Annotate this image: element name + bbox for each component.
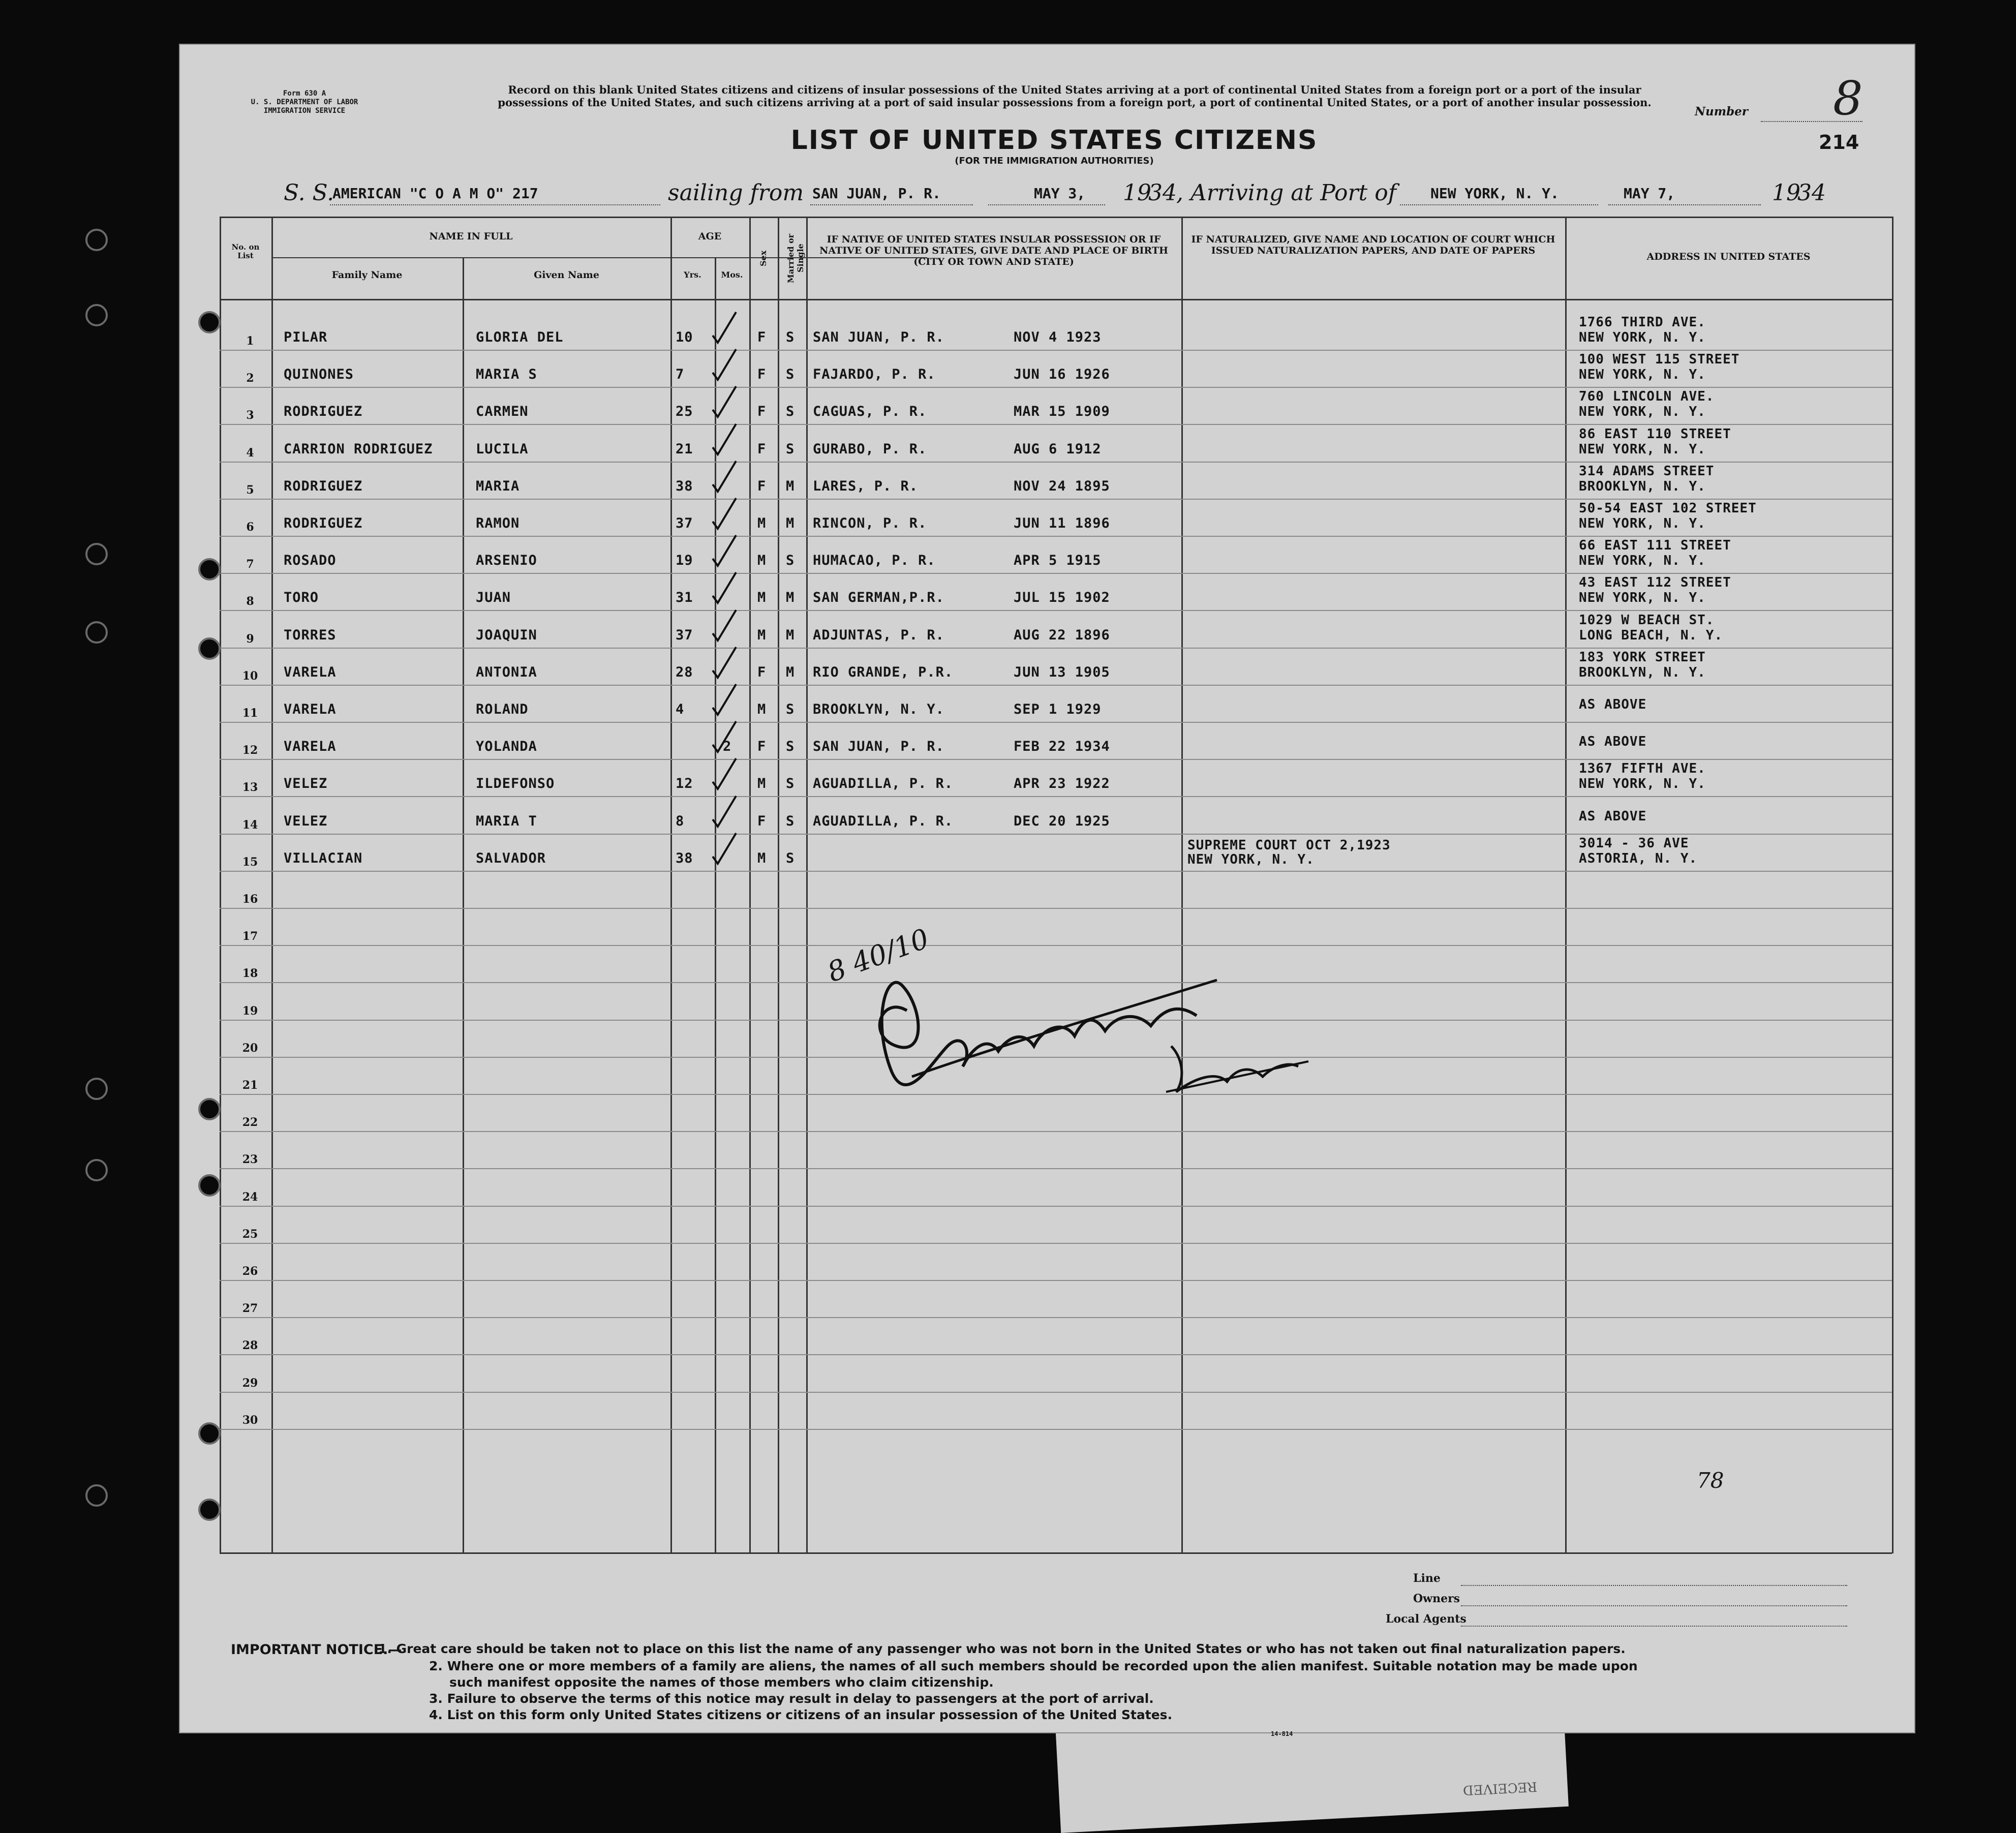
line-label: Line — [1413, 1572, 1441, 1585]
corner-number: 78 — [1697, 1468, 1724, 1493]
address-line-1: AS ABOVE — [1579, 734, 1647, 750]
sex: F — [757, 441, 767, 457]
given-name: ROLAND — [476, 701, 529, 717]
form-id-line: IMMIGRATION SERVICE — [263, 107, 346, 115]
row-number: 5 — [246, 483, 254, 497]
birth-place: FAJARDO, P. R. — [813, 366, 936, 383]
row-rule — [220, 1168, 1892, 1169]
marital-status: S — [786, 553, 795, 569]
signature-title — [1176, 1011, 1179, 1012]
sex: M — [757, 776, 767, 792]
binder-hole — [198, 558, 221, 581]
check-mark-icon — [709, 532, 739, 573]
row-number: 13 — [242, 781, 258, 795]
row-rule — [220, 424, 1892, 425]
owners-label: Owners — [1413, 1592, 1460, 1605]
age-years: 37 — [676, 515, 693, 531]
given-name: ANTONIA — [476, 664, 537, 680]
birth-place: RINCON, P. R. — [813, 515, 927, 531]
binder-hole — [198, 311, 221, 333]
address-line-1: 86 EAST 110 STREET — [1579, 426, 1731, 442]
row-number: 28 — [242, 1339, 258, 1353]
given-name: CARMEN — [476, 404, 529, 420]
form-id — [241, 89, 368, 115]
address-line-2: NEW YORK, N. Y. — [1579, 553, 1706, 569]
check-mark-icon — [709, 681, 739, 722]
row-rule — [220, 462, 1892, 463]
binder-hole — [85, 543, 108, 565]
binder-hole — [85, 1159, 108, 1181]
sex: F — [757, 813, 767, 829]
arriving-label: , Arriving at Port of — [1176, 180, 1396, 206]
family-name: VARELA — [284, 664, 337, 680]
row-number: 25 — [242, 1227, 258, 1241]
sex: F — [757, 664, 767, 680]
row-number: 9 — [246, 632, 254, 646]
binder-hole — [85, 229, 108, 251]
row-rule — [220, 834, 1892, 835]
check-mark-icon — [709, 718, 739, 759]
header-address: ADDRESS IN UNITED STATES — [1646, 251, 1811, 262]
row-number: 1 — [246, 334, 254, 348]
ss-label: S. S. — [284, 180, 334, 206]
row-number: 14 — [242, 818, 258, 832]
row-number: 10 — [242, 669, 258, 683]
row-rule — [220, 536, 1892, 537]
birth-date: NOV 4 1923 — [1014, 329, 1102, 345]
signature-name — [942, 1000, 948, 1001]
marital-status: S — [786, 850, 795, 866]
check-mark-icon — [709, 346, 739, 387]
marital-status: M — [786, 478, 795, 494]
row-number: 2 — [246, 372, 254, 385]
sailing-from-label: sailing from — [668, 180, 804, 206]
row-number: 7 — [246, 558, 254, 571]
row-number: 8 — [246, 595, 254, 608]
birth-date: DEC 20 1925 — [1014, 813, 1110, 829]
sex: F — [757, 329, 767, 345]
age-years: 31 — [676, 590, 693, 606]
page-subtitle: (FOR THE IMMIGRATION AUTHORITIES) — [955, 156, 1154, 166]
binder-hole — [198, 1098, 221, 1120]
address-line-1: 3014 - 36 AVE — [1579, 835, 1689, 851]
address-line-1: AS ABOVE — [1579, 808, 1647, 824]
birth-date: APR 5 1915 — [1014, 553, 1102, 569]
row-number: 18 — [242, 967, 258, 981]
signature-handwriting — [780, 853, 1324, 1168]
family-name: RODRIGUEZ — [284, 515, 363, 531]
birth-date: SEP 1 1929 — [1014, 701, 1102, 717]
age-years: 8 — [676, 813, 685, 829]
birth-date: JUN 11 1896 — [1014, 515, 1110, 531]
row-rule — [220, 1243, 1892, 1244]
marital-status: M — [786, 627, 795, 643]
family-name: ROSADO — [284, 553, 337, 569]
row-rule — [220, 796, 1892, 797]
received-stamp: RECEIVED — [1462, 1778, 1538, 1798]
age-years: 4 — [676, 701, 685, 717]
family-name: VARELA — [284, 739, 337, 755]
header-naturalized: IF NATURALIZED, GIVE NAME AND LOCATION OF COURT WHICH ISSUED NATURALIZATION PAPERS, AND DATE OF PAPERS — [1191, 234, 1555, 256]
address-line-2: LONG BEACH, N. Y. — [1579, 627, 1723, 643]
row-rule — [220, 1392, 1892, 1393]
marital-status: S — [786, 404, 795, 420]
page-number: 214 — [1819, 131, 1859, 154]
to-year-prefix: 19 — [1772, 180, 1800, 206]
age-months: 2 — [723, 739, 732, 755]
row-number: 16 — [242, 893, 258, 906]
birth-place: AGUADILLA, P. R. — [813, 813, 954, 829]
row-number: 23 — [242, 1153, 258, 1167]
row-number: 22 — [242, 1116, 258, 1129]
birth-place: SAN JUAN, P. R. — [813, 329, 944, 345]
row-rule — [220, 387, 1892, 388]
family-name: TORO — [284, 590, 319, 606]
family-name: VARELA — [284, 701, 337, 717]
from-year: 34 — [1148, 180, 1177, 206]
family-name: VELEZ — [284, 776, 328, 792]
notice-2-cont: such manifest opposite the names of those members who claim citizenship. — [449, 1675, 994, 1690]
form-id-line: Form 630 A — [283, 89, 326, 98]
family-name: VELEZ — [284, 813, 328, 829]
address-line-1: 760 LINCOLN AVE. — [1579, 389, 1715, 405]
address-line-2: ASTORIA, N. Y. — [1579, 850, 1698, 866]
notice-1: 1. Great care should be taken not to place on this list the name of any passenger who was not born in the United States or who has not taken out final naturalization papers. — [378, 1641, 1626, 1656]
to-date: MAY 7, — [1624, 185, 1675, 202]
form-code: 14-814 — [1271, 1730, 1293, 1737]
birth-place: GURABO, P. R. — [813, 441, 927, 457]
marital-status: S — [786, 776, 795, 792]
age-years: 25 — [676, 404, 693, 420]
row-rule — [220, 1206, 1892, 1207]
address-line-2: BROOKLYN, N. Y. — [1579, 478, 1706, 494]
row-rule — [220, 1280, 1892, 1281]
row-rule — [220, 350, 1892, 351]
row-number: 30 — [242, 1413, 258, 1427]
binder-hole — [198, 1422, 221, 1445]
given-name: YOLANDA — [476, 739, 537, 755]
address-line-1: 43 EAST 112 STREET — [1579, 575, 1731, 591]
header-name-in-full: NAME IN FULL — [429, 231, 513, 242]
ship-name: AMERICAN "C O A M O" 217 — [332, 185, 538, 202]
address-line-1: 1367 FIFTH AVE. — [1579, 761, 1706, 777]
notice-2: 2. Where one or more members of a family are aliens, the names of all such members should be recorded upon the alien manifest. Suitable notation may be made upon — [429, 1659, 1638, 1673]
birth-place: HUMACAO, P. R. — [813, 553, 936, 569]
page-title: LIST OF UNITED STATES CITIZENS — [790, 125, 1318, 156]
birth-place: RIO GRANDE, P.R. — [813, 664, 954, 680]
row-number: 19 — [242, 1004, 258, 1018]
birth-place: SAN JUAN, P. R. — [813, 739, 944, 755]
row-rule — [220, 573, 1892, 574]
row-number: 6 — [246, 521, 254, 534]
check-mark-icon — [709, 644, 739, 685]
notice-3: 3. Failure to observe the terms of this notice may result in delay to passengers at the port of arrival. — [429, 1691, 1154, 1706]
sex: F — [757, 366, 767, 383]
address-line-2: NEW YORK, N. Y. — [1579, 404, 1706, 420]
marital-status: S — [786, 813, 795, 829]
row-number: 21 — [242, 1079, 258, 1092]
header-no-on-list: No. on List — [231, 242, 260, 260]
to-port: NEW YORK, N. Y. — [1430, 185, 1559, 202]
birth-date: FEB 22 1934 — [1014, 739, 1110, 755]
given-name: MARIA T — [476, 813, 537, 829]
sex: M — [757, 553, 767, 569]
check-mark-icon — [709, 309, 739, 350]
age-years: 19 — [676, 553, 693, 569]
binder-hole — [85, 621, 108, 644]
address-line-1: AS ABOVE — [1579, 697, 1647, 712]
row-number: 29 — [242, 1376, 258, 1390]
instructions: Record on this blank United States citizens and citizens of insular possessions of the United States arriving at a port of continental United States from a foreign port or a port of the insular possessions of the United States, and such citizens arriving at a port of said insular possessions from a foreign port, a port of continental United States, or a port of another insular possession. — [498, 83, 1652, 109]
birth-place: LARES, P. R. — [813, 478, 919, 494]
birth-place: SAN GERMAN,P.R. — [813, 590, 944, 606]
age-years: 38 — [676, 478, 693, 494]
address-line-2: BROOKLYN, N. Y. — [1579, 664, 1706, 680]
given-name: MARIA S — [476, 366, 537, 383]
birth-date: JUL 15 1902 — [1014, 590, 1110, 606]
marital-status: M — [786, 515, 795, 531]
given-name: MARIA — [476, 478, 520, 494]
header-sex: Sex — [758, 250, 768, 266]
row-rule — [220, 1317, 1892, 1318]
number-value: 8 — [1833, 71, 1863, 126]
address-line-1: 66 EAST 111 STREET — [1579, 538, 1731, 554]
row-number: 12 — [242, 744, 258, 757]
given-name: JOAQUIN — [476, 627, 537, 643]
given-name: LUCILA — [476, 441, 529, 457]
from-port: SAN JUAN, P. R. — [812, 185, 941, 202]
check-mark-icon — [709, 495, 739, 536]
sex: M — [757, 515, 767, 531]
manifest-sheet — [179, 44, 1915, 1737]
row-number: 17 — [242, 930, 258, 943]
birth-date: NOV 24 1895 — [1014, 478, 1110, 494]
age-years: 37 — [676, 627, 693, 643]
header-married-single: Married or Single — [786, 233, 805, 283]
family-name: RODRIGUEZ — [284, 404, 363, 420]
address-line-2: NEW YORK, N. Y. — [1579, 516, 1706, 531]
row-rule — [220, 1429, 1892, 1430]
check-mark-icon — [709, 793, 739, 834]
family-name: RODRIGUEZ — [284, 478, 363, 494]
marital-status: S — [786, 739, 795, 755]
address-line-2: NEW YORK, N. Y. — [1579, 776, 1706, 792]
sex: F — [757, 739, 767, 755]
binder-hole — [85, 1484, 108, 1507]
given-name: SALVADOR — [476, 850, 546, 866]
header-mos: Mos. — [721, 270, 743, 280]
court-line-2: NEW YORK, N. Y. — [1187, 851, 1315, 867]
address-line-2: NEW YORK, N. Y. — [1579, 367, 1706, 383]
marital-status: M — [786, 590, 795, 606]
family-name: CARRION RODRIGUEZ — [284, 441, 433, 457]
given-name: ARSENIO — [476, 553, 537, 569]
binder-hole — [85, 304, 108, 326]
sex: M — [757, 627, 767, 643]
check-mark-icon — [709, 607, 739, 648]
row-rule — [220, 499, 1892, 500]
sex: M — [757, 590, 767, 606]
age-years: 10 — [676, 329, 693, 345]
address-line-1: 183 YORK STREET — [1579, 649, 1706, 665]
binder-hole — [198, 637, 221, 660]
marital-status: S — [786, 329, 795, 345]
check-mark-icon — [709, 458, 739, 499]
row-number: 15 — [242, 855, 258, 869]
from-year-prefix: 19 — [1123, 180, 1151, 206]
check-mark-icon — [709, 755, 739, 796]
address-line-1: 1766 THIRD AVE. — [1579, 315, 1706, 330]
birth-date: AUG 22 1896 — [1014, 627, 1110, 643]
age-years: 38 — [676, 850, 693, 866]
birth-date: APR 23 1922 — [1014, 776, 1110, 792]
age-years: 21 — [676, 441, 693, 457]
birth-date: JUN 16 1926 — [1014, 366, 1110, 383]
marital-status: M — [786, 664, 795, 680]
row-rule — [220, 1354, 1892, 1355]
header-birth: IF NATIVE OF UNITED STATES INSULAR POSSESSION OR IF NATIVE OF UNITED STATES, GIVE DATE AND PLACE OF BIRTH (CITY OR TOWN AND STATE) — [819, 234, 1168, 267]
address-line-1: 50-54 EAST 102 STREET — [1579, 501, 1757, 516]
sex: F — [757, 404, 767, 420]
row-number: 20 — [242, 1041, 258, 1055]
row-rule — [220, 648, 1892, 649]
check-mark-icon — [709, 569, 739, 610]
birth-date: JUN 13 1905 — [1014, 664, 1110, 680]
address-line-2: NEW YORK, N. Y. — [1579, 590, 1706, 606]
address-line-1: 314 ADAMS STREET — [1579, 463, 1715, 479]
court-line-1: SUPREME COURT OCT 2,1923 — [1187, 837, 1391, 853]
notice-head: IMPORTANT NOTICE.— — [231, 1642, 402, 1658]
row-rule — [220, 722, 1892, 723]
header-family-name: Family Name — [331, 269, 403, 281]
row-number: 3 — [246, 409, 254, 422]
binder-hole — [85, 1078, 108, 1100]
sex: M — [757, 701, 767, 717]
given-name: ILDEFONSO — [476, 776, 555, 792]
row-rule — [220, 759, 1892, 760]
row-number: 27 — [242, 1302, 258, 1316]
birth-place: AGUADILLA, P. R. — [813, 776, 954, 792]
family-name: TORRES — [284, 627, 337, 643]
row-rule — [220, 685, 1892, 686]
age-years: 7 — [676, 366, 685, 383]
family-name: QUINONES — [284, 366, 354, 383]
birth-place: ADJUNTAS, P. R. — [813, 627, 944, 643]
address-line-1: 100 WEST 115 STREET — [1579, 352, 1740, 368]
given-name: JUAN — [476, 590, 511, 606]
notice-4: 4. List on this form only United States citizens or citizens of an insular possession of the United States. — [429, 1707, 1173, 1722]
from-date: MAY 3, — [1034, 185, 1086, 202]
binder-hole — [198, 1174, 221, 1197]
form-id-line: U. S. DEPARTMENT OF LABOR — [251, 98, 358, 106]
given-name: RAMON — [476, 515, 520, 531]
binder-hole — [198, 1499, 221, 1521]
row-rule — [220, 610, 1892, 611]
age-years: 12 — [676, 776, 693, 792]
header-given-name: Given Name — [534, 269, 599, 281]
marital-status: S — [786, 701, 795, 717]
sex: F — [757, 478, 767, 494]
row-number: 26 — [242, 1265, 258, 1278]
marital-status: S — [786, 366, 795, 383]
birth-place: BROOKLYN, N. Y. — [813, 701, 944, 717]
row-number: 11 — [242, 707, 258, 720]
address-line-2: NEW YORK, N. Y. — [1579, 441, 1706, 457]
header-yrs: Yrs. — [684, 270, 701, 280]
address-line-1: 1029 W BEACH ST. — [1579, 612, 1715, 628]
birth-date: AUG 6 1912 — [1014, 441, 1102, 457]
age-years: 28 — [676, 664, 693, 680]
row-number: 24 — [242, 1190, 258, 1204]
time-note: 8 40/10 — [823, 922, 933, 989]
header-age: AGE — [698, 231, 722, 242]
given-name: GLORIA DEL — [476, 329, 564, 345]
row-number: 4 — [246, 446, 254, 460]
check-mark-icon — [709, 383, 739, 424]
sex: M — [757, 850, 767, 866]
local-agents-label: Local Agents — [1386, 1612, 1467, 1626]
marital-status: S — [786, 441, 795, 457]
address-line-2: NEW YORK, N. Y. — [1579, 330, 1706, 345]
birth-place: CAGUAS, P. R. — [813, 404, 927, 420]
family-name: PILAR — [284, 329, 328, 345]
number-label: Number — [1695, 105, 1748, 118]
to-year: 34 — [1797, 180, 1826, 206]
check-mark-icon — [709, 830, 739, 871]
birth-date: MAR 15 1909 — [1014, 404, 1110, 420]
family-name: VILLACIAN — [284, 850, 363, 866]
check-mark-icon — [709, 421, 739, 462]
